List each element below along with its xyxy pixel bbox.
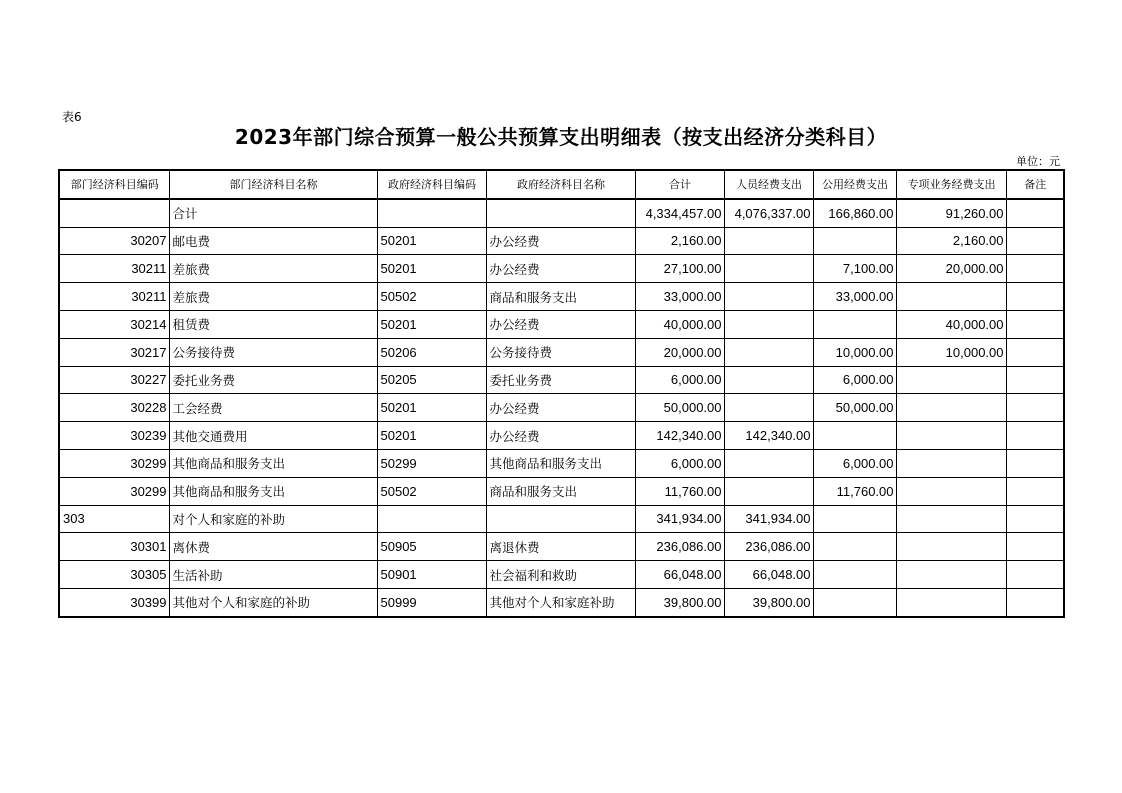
special-cell bbox=[896, 283, 1006, 311]
dept-name-cell: 其他对个人和家庭的补助 bbox=[169, 588, 377, 616]
dept-code-cell: 30239 bbox=[59, 422, 169, 450]
dept-code-cell: 30207 bbox=[59, 227, 169, 255]
special-cell: 91,260.00 bbox=[896, 199, 1006, 227]
dept-name-cell: 合计 bbox=[169, 199, 377, 227]
note-cell bbox=[1006, 449, 1064, 477]
table-row bbox=[59, 310, 1064, 338]
gov-name-cell: 办公经费 bbox=[486, 227, 635, 255]
special-cell: 40,000.00 bbox=[896, 310, 1006, 338]
note-cell bbox=[1006, 199, 1064, 227]
gov-code-cell: 50201 bbox=[377, 422, 486, 450]
gov-code-cell: 50999 bbox=[377, 588, 486, 616]
table-body bbox=[59, 199, 1064, 617]
gov-name-cell: 公务接待费 bbox=[486, 338, 635, 366]
header-dept-code: 部门经济科目编码 bbox=[59, 170, 169, 199]
dept-code-cell: 30211 bbox=[59, 255, 169, 283]
gov-code-cell: 50502 bbox=[377, 477, 486, 505]
special-cell bbox=[896, 449, 1006, 477]
table-row bbox=[59, 533, 1064, 561]
gov-code-cell: 50905 bbox=[377, 533, 486, 561]
dept-name-cell: 差旅费 bbox=[169, 283, 377, 311]
note-cell bbox=[1006, 505, 1064, 533]
dept-name-cell: 委托业务费 bbox=[169, 366, 377, 394]
note-cell bbox=[1006, 588, 1064, 616]
note-cell bbox=[1006, 310, 1064, 338]
total-cell: 20,000.00 bbox=[635, 338, 724, 366]
table-row bbox=[59, 561, 1064, 589]
note-cell bbox=[1006, 561, 1064, 589]
dept-name-cell: 其他商品和服务支出 bbox=[169, 477, 377, 505]
gov-code-cell: 50205 bbox=[377, 366, 486, 394]
special-cell bbox=[896, 422, 1006, 450]
gov-code-cell: 50201 bbox=[377, 394, 486, 422]
header-special: 专项业务经费支出 bbox=[896, 170, 1006, 199]
dept-code-cell: 30299 bbox=[59, 477, 169, 505]
note-cell bbox=[1006, 366, 1064, 394]
note-cell bbox=[1006, 227, 1064, 255]
gov-code-cell: 50502 bbox=[377, 283, 486, 311]
personnel-cell: 142,340.00 bbox=[724, 422, 813, 450]
special-cell bbox=[896, 394, 1006, 422]
gov-name-cell bbox=[486, 505, 635, 533]
total-cell: 40,000.00 bbox=[635, 310, 724, 338]
special-cell bbox=[896, 505, 1006, 533]
dept-code-cell bbox=[59, 199, 169, 227]
note-cell bbox=[1006, 283, 1064, 311]
total-cell: 50,000.00 bbox=[635, 394, 724, 422]
total-cell: 4,334,457.00 bbox=[635, 199, 724, 227]
total-cell: 142,340.00 bbox=[635, 422, 724, 450]
dept-name-cell: 其他交通费用 bbox=[169, 422, 377, 450]
table-row bbox=[59, 394, 1064, 422]
public-cell: 50,000.00 bbox=[813, 394, 896, 422]
table-header-row bbox=[59, 170, 1064, 199]
personnel-cell: 4,076,337.00 bbox=[724, 199, 813, 227]
note-cell bbox=[1006, 533, 1064, 561]
gov-code-cell: 50299 bbox=[377, 449, 486, 477]
personnel-cell bbox=[724, 338, 813, 366]
table-row bbox=[59, 422, 1064, 450]
dept-name-cell: 差旅费 bbox=[169, 255, 377, 283]
gov-name-cell: 商品和服务支出 bbox=[486, 477, 635, 505]
dept-code-cell: 30399 bbox=[59, 588, 169, 616]
table-label: 表6 bbox=[62, 110, 82, 124]
personnel-cell bbox=[724, 449, 813, 477]
table-row bbox=[59, 255, 1064, 283]
personnel-cell bbox=[724, 255, 813, 283]
total-cell: 6,000.00 bbox=[635, 366, 724, 394]
public-cell bbox=[813, 227, 896, 255]
total-cell: 39,800.00 bbox=[635, 588, 724, 616]
gov-name-cell: 离退休费 bbox=[486, 533, 635, 561]
dept-code-cell: 30228 bbox=[59, 394, 169, 422]
personnel-cell bbox=[724, 310, 813, 338]
total-cell: 27,100.00 bbox=[635, 255, 724, 283]
gov-name-cell: 委托业务费 bbox=[486, 366, 635, 394]
personnel-cell bbox=[724, 477, 813, 505]
public-cell bbox=[813, 505, 896, 533]
special-cell bbox=[896, 588, 1006, 616]
page-title: 2023年部门综合预算一般公共预算支出明细表（按支出经济分类科目） bbox=[234, 125, 888, 149]
personnel-cell: 236,086.00 bbox=[724, 533, 813, 561]
dept-name-cell: 离休费 bbox=[169, 533, 377, 561]
gov-name-cell: 办公经费 bbox=[486, 255, 635, 283]
personnel-cell: 39,800.00 bbox=[724, 588, 813, 616]
public-cell: 6,000.00 bbox=[813, 449, 896, 477]
unit-label: 单位：元 bbox=[1016, 155, 1060, 168]
note-cell bbox=[1006, 422, 1064, 450]
dept-code-cell: 30214 bbox=[59, 310, 169, 338]
special-cell bbox=[896, 533, 1006, 561]
total-cell: 33,000.00 bbox=[635, 283, 724, 311]
table-row bbox=[59, 505, 1064, 533]
special-cell bbox=[896, 366, 1006, 394]
dept-name-cell: 租赁费 bbox=[169, 310, 377, 338]
personnel-cell: 341,934.00 bbox=[724, 505, 813, 533]
header-total: 合计 bbox=[635, 170, 724, 199]
public-cell: 11,760.00 bbox=[813, 477, 896, 505]
budget-table bbox=[58, 169, 1065, 618]
special-cell bbox=[896, 561, 1006, 589]
personnel-cell bbox=[724, 394, 813, 422]
gov-name-cell: 办公经费 bbox=[486, 310, 635, 338]
gov-code-cell: 50201 bbox=[377, 310, 486, 338]
dept-name-cell: 邮电费 bbox=[169, 227, 377, 255]
gov-name-cell: 办公经费 bbox=[486, 422, 635, 450]
dept-code-cell: 30299 bbox=[59, 449, 169, 477]
public-cell: 10,000.00 bbox=[813, 338, 896, 366]
public-cell: 33,000.00 bbox=[813, 283, 896, 311]
public-cell bbox=[813, 533, 896, 561]
note-cell bbox=[1006, 255, 1064, 283]
dept-name-cell: 其他商品和服务支出 bbox=[169, 449, 377, 477]
table-row bbox=[59, 366, 1064, 394]
dept-name-cell: 工会经费 bbox=[169, 394, 377, 422]
total-cell: 341,934.00 bbox=[635, 505, 724, 533]
gov-code-cell bbox=[377, 199, 486, 227]
gov-name-cell bbox=[486, 199, 635, 227]
dept-code-cell: 30211 bbox=[59, 283, 169, 311]
public-cell bbox=[813, 310, 896, 338]
header-dept-name: 部门经济科目名称 bbox=[169, 170, 377, 199]
total-cell: 11,760.00 bbox=[635, 477, 724, 505]
table-row bbox=[59, 588, 1064, 616]
gov-code-cell: 50201 bbox=[377, 255, 486, 283]
special-cell bbox=[896, 477, 1006, 505]
table-row bbox=[59, 283, 1064, 311]
gov-code-cell: 50206 bbox=[377, 338, 486, 366]
note-cell bbox=[1006, 394, 1064, 422]
dept-code-cell: 303 bbox=[59, 505, 169, 533]
table-row bbox=[59, 227, 1064, 255]
total-cell: 2,160.00 bbox=[635, 227, 724, 255]
public-cell: 166,860.00 bbox=[813, 199, 896, 227]
note-cell bbox=[1006, 477, 1064, 505]
table-row bbox=[59, 449, 1064, 477]
dept-name-cell: 生活补助 bbox=[169, 561, 377, 589]
table-row bbox=[59, 477, 1064, 505]
special-cell: 20,000.00 bbox=[896, 255, 1006, 283]
dept-name-cell: 公务接待费 bbox=[169, 338, 377, 366]
gov-name-cell: 其他商品和服务支出 bbox=[486, 449, 635, 477]
public-cell: 6,000.00 bbox=[813, 366, 896, 394]
personnel-cell: 66,048.00 bbox=[724, 561, 813, 589]
personnel-cell bbox=[724, 366, 813, 394]
public-cell bbox=[813, 588, 896, 616]
dept-code-cell: 30305 bbox=[59, 561, 169, 589]
public-cell bbox=[813, 561, 896, 589]
header-gov-code: 政府经济科目编码 bbox=[377, 170, 486, 199]
personnel-cell bbox=[724, 283, 813, 311]
total-cell: 236,086.00 bbox=[635, 533, 724, 561]
special-cell: 10,000.00 bbox=[896, 338, 1006, 366]
table-row bbox=[59, 338, 1064, 366]
dept-name-cell: 对个人和家庭的补助 bbox=[169, 505, 377, 533]
header-note: 备注 bbox=[1006, 170, 1064, 199]
gov-name-cell: 其他对个人和家庭补助 bbox=[486, 588, 635, 616]
special-cell: 2,160.00 bbox=[896, 227, 1006, 255]
gov-name-cell: 商品和服务支出 bbox=[486, 283, 635, 311]
table-row bbox=[59, 199, 1064, 227]
header-personnel: 人员经费支出 bbox=[724, 170, 813, 199]
gov-code-cell bbox=[377, 505, 486, 533]
total-cell: 66,048.00 bbox=[635, 561, 724, 589]
header-public: 公用经费支出 bbox=[813, 170, 896, 199]
dept-code-cell: 30217 bbox=[59, 338, 169, 366]
gov-code-cell: 50201 bbox=[377, 227, 486, 255]
gov-name-cell: 社会福利和救助 bbox=[486, 561, 635, 589]
header-gov-name: 政府经济科目名称 bbox=[486, 170, 635, 199]
public-cell: 7,100.00 bbox=[813, 255, 896, 283]
dept-code-cell: 30227 bbox=[59, 366, 169, 394]
dept-code-cell: 30301 bbox=[59, 533, 169, 561]
gov-name-cell: 办公经费 bbox=[486, 394, 635, 422]
note-cell bbox=[1006, 338, 1064, 366]
personnel-cell bbox=[724, 227, 813, 255]
total-cell: 6,000.00 bbox=[635, 449, 724, 477]
public-cell bbox=[813, 422, 896, 450]
gov-code-cell: 50901 bbox=[377, 561, 486, 589]
